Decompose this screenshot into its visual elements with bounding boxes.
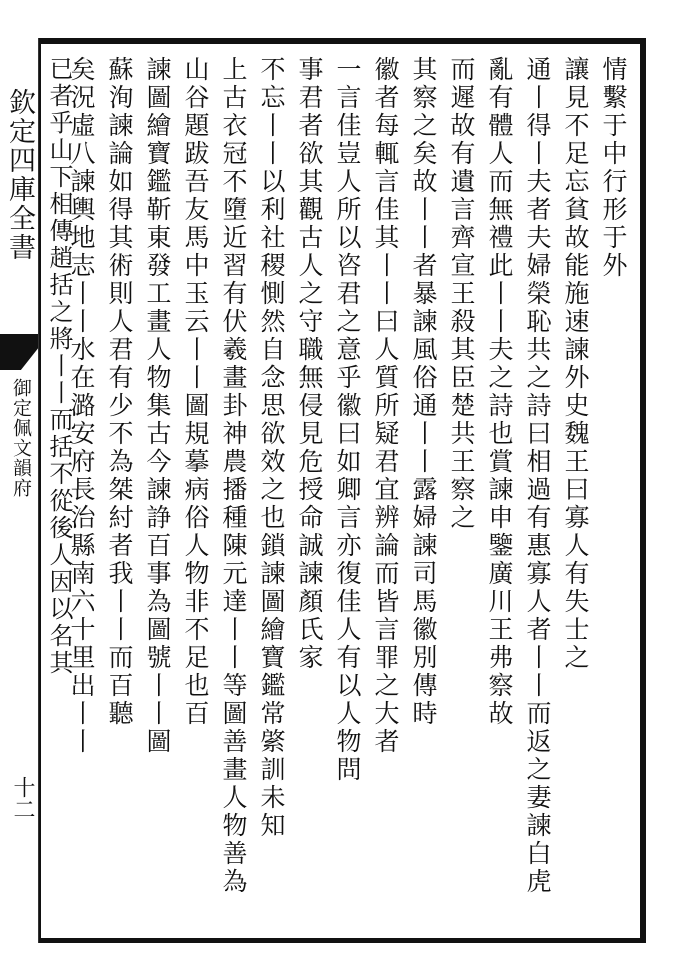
text-column: 其察之矣故丨丨者暴諫風俗通丨丨露婦諫司馬徽別傳時 <box>409 56 438 728</box>
collection-title: 欽定四庫全書 <box>4 88 35 262</box>
text-column: 不忘丨丨以利社稷惻然自念思欲效之也鎖諫圖繪寶鑑常綮訓未知 <box>257 56 286 840</box>
text-column: 讓見不足忘貧故能施速諫外史魏王曰寡人有失士之 <box>561 56 590 672</box>
page-margin-strip <box>0 38 39 943</box>
text-column: 一言佳豈人所以咨君之意乎徽曰如卿言亦復佳人有以人物問 <box>333 56 362 784</box>
text-column: 通丨得丨夫者夫婦榮恥共之詩曰相過有惠寡人者丨丨而返之妻諫白虎 <box>523 56 552 896</box>
text-column: 情繫于中行形于外 <box>599 56 628 280</box>
book-title: 御定佩文韻府 <box>10 378 32 498</box>
text-column: 諫圖繪寶鑑靳東發工畫人物集古今諫諍百事為圖號丨丨圖 <box>143 56 172 756</box>
frame-top-border <box>38 38 646 44</box>
fishtail-mark-icon <box>0 334 38 370</box>
text-column: 事君者欲其觀古人之守職無侵見危授命誠諫顏氏家 <box>295 56 324 672</box>
page-number: 十二 <box>10 776 35 820</box>
text-column: 徽者每輒言佳其丨丨曰人質所疑君宜辨論而皆言罪之大者 <box>371 56 400 756</box>
frame-right-border <box>640 38 646 943</box>
text-column: 上古衣冠不墮近習有伏羲畫卦神農播種陳元達丨丨等圖善畫人物善為 <box>219 56 248 896</box>
text-column: 而遲故有遺言齊宣王殺其臣楚共王察之 <box>447 56 476 532</box>
text-column: 山谷題跋吾友馬中玉云丨丨圖規摹病俗人物非不足也百 <box>181 56 210 728</box>
frame-bottom-border <box>38 938 646 943</box>
text-column: 矣況虛八諫輿地志丨丨水在潞安府長治縣南六十里出丨丨 <box>67 56 96 756</box>
text-column: 已者乎山下相傳趙括之將丨丨而括不從後人因以名其 <box>45 56 73 677</box>
text-column: 蘇洵諫論如得其術則人君有少不為桀紂者我丨丨而百聽 <box>105 56 134 728</box>
text-column: 亂有體人而無禮此丨丨夫之詩也賞諫申鑒廣川王弗察故 <box>485 56 514 728</box>
